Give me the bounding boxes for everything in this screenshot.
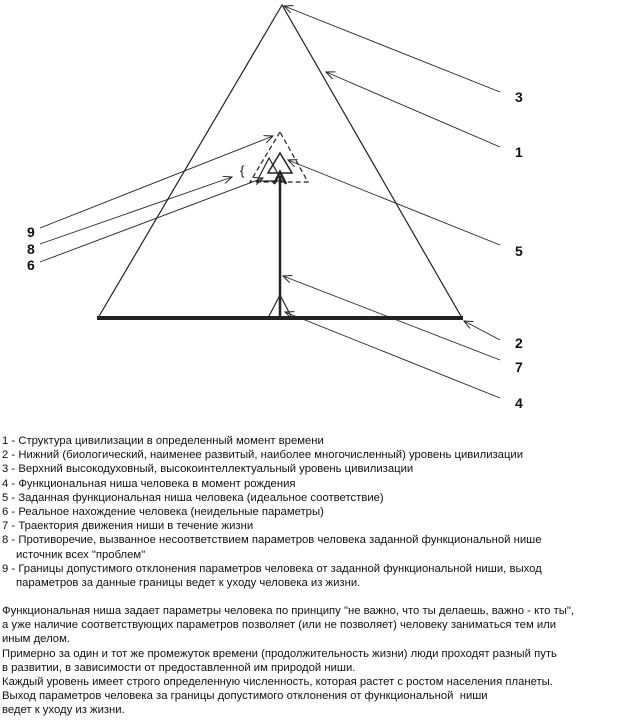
note-line: в развитии, в зависимости от предоставленной им природой ниши. bbox=[2, 661, 356, 674]
legend-item: 1 - Структура цивилизации в определенный момент времени bbox=[2, 435, 324, 447]
note-line: Функциональная ниша задает параметры человека по принципу "не важно, что ты делаешь, важно - кто ты", bbox=[2, 605, 575, 617]
legend bbox=[2, 434, 542, 590]
label-2: 2 bbox=[515, 335, 523, 351]
label-7: 7 bbox=[515, 359, 523, 375]
legend-item: 3 - Верхний высокодуховный, высокоинтеллектуальный уровень цивилизации bbox=[2, 463, 414, 476]
label-6: 6 bbox=[27, 257, 35, 273]
leader-9 bbox=[40, 136, 273, 228]
label-4: 4 bbox=[515, 395, 523, 411]
label-8: 8 bbox=[27, 241, 35, 257]
legend-item: 8 - Противоречие, вызванное несоответствием параметров человека заданной функциональной нише bbox=[2, 534, 542, 547]
label-3: 3 bbox=[515, 89, 523, 105]
leader-8 bbox=[40, 177, 232, 244]
note-line: а уже наличие соответствующих параметров позволяет (или не позволяет) человеку заниматься тем или bbox=[2, 619, 557, 632]
leader-3 bbox=[284, 6, 500, 92]
legend-item: 6 - Реальное нахождение человека (неидельные параметры) bbox=[2, 506, 324, 519]
leader-1 bbox=[326, 72, 500, 147]
note-line: Каждый уровень имеет строго определенную численность, которая растет с ростом населения планеты. bbox=[2, 676, 553, 689]
label-9: 9 bbox=[27, 224, 35, 240]
legend-item: 7 - Траектория движения ниши в течение жизни bbox=[2, 520, 254, 533]
contradiction-brace: { bbox=[240, 163, 245, 178]
note-line: Выход параметров человека за границы допустимого отклонения от функциональной ниши bbox=[2, 690, 488, 703]
leader-5 bbox=[288, 160, 500, 245]
label-5: 5 bbox=[515, 243, 523, 259]
note-line: иным делом. bbox=[2, 633, 70, 646]
legend-item: 4 - Функциональная ниша человека в момент рождения bbox=[2, 477, 296, 490]
note-line: Примерно за один и тот же промежуток времени (продолжительность жизни) люди проходят разный путь bbox=[2, 647, 557, 660]
leader-lines bbox=[40, 6, 500, 398]
legend-item: 5 - Заданная функциональная ниша человека (идеальное соответствие) bbox=[2, 491, 384, 504]
notes bbox=[2, 604, 574, 718]
legend-item: 9 - Границы допустимого отклонения параметров человека от заданной функциональной ниши, выход bbox=[2, 562, 542, 575]
note-line: ведет к уходу из жизни. bbox=[2, 704, 125, 717]
legend-item: 2 - Нижний (биологический, наименее развитый, наиболее многочисленный) уровень цивилизации bbox=[2, 449, 524, 462]
label-1: 1 bbox=[515, 144, 523, 160]
leader-6 bbox=[40, 178, 263, 262]
legend-item-continuation: параметров за данные границы ведет к уходу человека из жизни. bbox=[16, 577, 361, 590]
leader-4 bbox=[285, 312, 500, 398]
leader-2 bbox=[464, 321, 500, 340]
legend-item-continuation: источник всех "проблем" bbox=[16, 548, 146, 561]
